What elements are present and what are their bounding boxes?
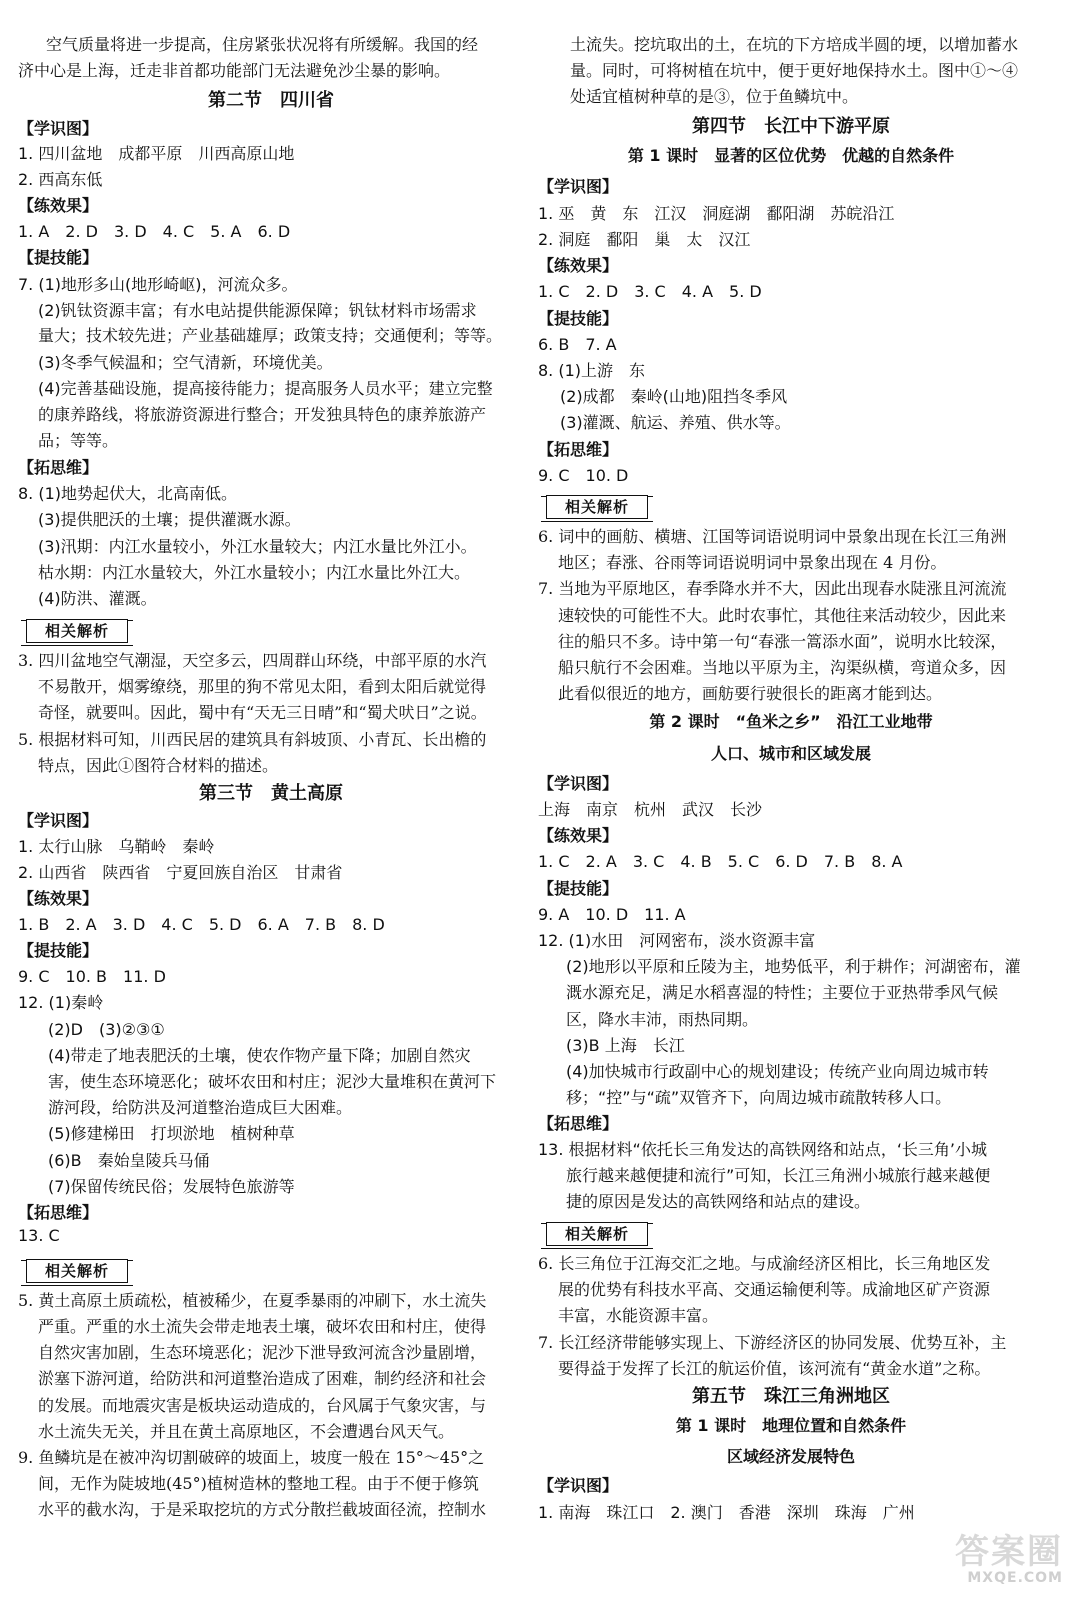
answer-line: (3)B 上海 长江 (566, 1036, 685, 1055)
heading-xueshitu: 【学识图】 (538, 1476, 619, 1495)
analysis-line: 速较快的可能性不大。此时农事忙，其他往来活动较少，因此来 (558, 606, 1007, 625)
section-title: 第二节 四川省 (208, 90, 334, 111)
answer-line: 量大；技术较先进；产业基础雄厚；政策支持；交通便利；等等。 (38, 326, 503, 345)
answer-line: (2)成都 秦岭(山地)阻挡冬季风 (560, 387, 788, 406)
lesson-subtitle: 人口、城市和区域发展 (710, 744, 871, 763)
answer-line: (3)汛期：内江水量较小，外江水量较大；内江水量比外江小。 (38, 537, 477, 556)
heading-tuosiwei: 【拓思维】 (18, 458, 99, 477)
analysis-line: 船只航行不会困难。当地以平原为主，沟渠纵横，弯道众多，因 (558, 658, 1007, 677)
answer-line: (3)冬季气候温和；空气清新，环境优美。 (38, 353, 333, 372)
analysis-label: 相关解析 (26, 619, 128, 643)
answer-line: 害，使生态环境恶化；破坏农田和村庄；泥沙大量堆积在黄河下 (48, 1072, 497, 1091)
analysis-line: 此看似很近的地方，画舫要行驶很长的距离才能到达。 (558, 684, 943, 703)
section-title: 第三节 黄土高原 (199, 783, 343, 804)
lesson-title: 第 2 课时 “鱼米之乡” 沿江工业地带 (649, 712, 933, 731)
answer-line: 移；“控”与“疏”双管齐下，向周边城市疏散转移人口。 (566, 1088, 952, 1107)
answer-line: (4)带走了地表肥沃的土壤，使农作物产量下降；加剧自然灾 (48, 1046, 471, 1065)
analysis-line: 水土流失无关，并且在黄土高原地区，不会遭遇台风天气。 (38, 1422, 455, 1441)
analysis-label: 相关解析 (26, 1259, 128, 1283)
analysis-line: 展的优势有科技水平高、交通运输便利等。成渝地区矿产资源 (558, 1280, 991, 1299)
section-title: 第五节 珠江三角洲地区 (692, 1386, 890, 1407)
answer-line: (4)完善基础设施，提高接待能力；提高服务人员水平；建立完整 (38, 379, 493, 398)
heading-lianxiaoguo: 【练效果】 (538, 826, 619, 845)
analysis-line: 地区；春涨、谷雨等词语说明词中景象出现在 4 月份。 (558, 553, 947, 572)
answer-line: (3)灌溉、航运、养殖、供水等。 (560, 413, 791, 432)
analysis-line: 3. 四川盆地空气潮湿，天空多云，四周群山环绕，中部平原的水汽 (18, 651, 487, 670)
answer-line: 8. (1)地势起伏大，北高南低。 (18, 484, 238, 503)
answer-line: 12. (1)秦岭 (18, 993, 104, 1012)
analysis-line: 7. 长江经济带能够实现上、下游经济区的协同发展、优势互补，主 (538, 1333, 1007, 1352)
answer-line: 8. (1)上游 东 (538, 361, 646, 380)
analysis-line: 奇怪，就要叫。因此，蜀中有“天无三日晴”和“蜀犬吠日”之说。 (38, 703, 487, 722)
answer-line: (2)钒钛资源丰富；有水电站提供能源保障；钒钛材料市场需求 (38, 301, 477, 320)
answer-line: 1. 南海 珠江口 2. 澳门 香港 深圳 珠海 广州 (538, 1503, 915, 1522)
heading-tijineng: 【提技能】 (538, 309, 619, 328)
lesson-title: 第 1 课时 地理位置和自然条件 (675, 1416, 907, 1435)
lesson-subtitle: 区域经济发展特色 (726, 1447, 855, 1466)
analysis-line: 往的船只不多。诗中第一句“春涨一篙添水面”，说明水比较深， (558, 632, 1007, 651)
analysis-line: 自然灾害加剧，生态环境恶化；泥沙下泄导致河流含沙量剧增， (38, 1343, 487, 1362)
answer-line: 1. B 2. A 3. D 4. C 5. D 6. A 7. B 8. D (18, 915, 385, 934)
analysis-line: 5. 黄土高原土质疏松，植被稀少，在夏季暴雨的冲刷下，水土流失 (18, 1291, 487, 1310)
analysis-line: 要得益于发挥了长江的航运价值，该河流有“黄金水道”之称。 (558, 1359, 991, 1378)
answer-line: (4)防洪、灌溉。 (38, 589, 157, 608)
watermark-url: MXQE.COM (967, 1570, 1063, 1586)
heading-lianxiaoguo: 【练效果】 (538, 256, 619, 275)
answer-line: 1. C 2. A 3. C 4. B 5. C 6. D 7. B 8. A (538, 852, 903, 871)
heading-xueshitu: 【学识图】 (18, 811, 99, 830)
analysis-label: 相关解析 (546, 495, 648, 519)
answer-line: (4)加快城市行政副中心的规划建设；传统产业向周边城市转 (566, 1062, 989, 1081)
heading-lianxiaoguo: 【练效果】 (18, 889, 99, 908)
answer-line: (2)D (3)②③① (48, 1020, 165, 1039)
answer-line: 1. 太行山脉 乌鞘岭 秦岭 (18, 837, 215, 856)
answer-line: 枯水期：内江水量较大，外江水量较小；内江水量比外江大。 (38, 563, 471, 582)
heading-tijineng: 【提技能】 (538, 879, 619, 898)
answer-line: 9. C 10. D (538, 466, 629, 485)
text-line: 济中心是上海，迁走非首都功能部门无法避免沙尘暴的影响。 (18, 61, 451, 80)
heading-xueshitu: 【学识图】 (18, 119, 99, 138)
answer-line: 1. 巫 黄 东 江汉 洞庭湖 鄱阳湖 苏皖沿江 (538, 204, 895, 223)
heading-tijineng: 【提技能】 (18, 248, 99, 267)
analysis-line: 土流失。挖坑取出的土，在坑的下方培成半圆的埂，以增加蓄水 (570, 35, 1019, 54)
answer-line: 旅行越来越便捷和流行”可知，长江三角洲小城旅行越来越便 (566, 1166, 991, 1185)
answer-line: 1. 四川盆地 成都平原 川西高原山地 (18, 144, 295, 163)
analysis-line: 的发展。而地震灾害是板块运动造成的，台风属于气象灾害，与 (38, 1396, 487, 1415)
analysis-line: 9. 鱼鳞坑是在被冲沟切割破碎的坡面上，坡度一般在 15°～45°之 (18, 1448, 485, 1467)
answer-line: 游河段，给防洪及河道整治造成巨大困难。 (48, 1098, 353, 1117)
analysis-line: 水平的截水沟，于是采取挖坑的方式分散拦截坡面径流，控制水 (38, 1500, 487, 1519)
analysis-label: 相关解析 (546, 1222, 648, 1246)
answer-line: (3)提供肥沃的土壤；提供灌溉水源。 (38, 510, 301, 529)
analysis-line: 丰富，水能资源丰富。 (558, 1306, 719, 1325)
answer-line: 上海 南京 杭州 武汉 长沙 (538, 800, 763, 819)
analysis-line: 间，无作为陡坡地(45°)植树造林的整地工程。由于不便于修筑 (38, 1474, 479, 1493)
answer-line: 9. C 10. B 11. D (18, 967, 166, 986)
text-line: 空气质量将进一步提高，住房紧张状况将有所缓解。我国的经 (46, 35, 479, 54)
section-title: 第四节 长江中下游平原 (692, 116, 890, 137)
analysis-line: 严重。严重的水土流失会带走地表土壤，破坏农田和村庄，使得 (38, 1317, 487, 1336)
analysis-line: 淤塞下游河道，给防洪和河道整治造成了困难，制约经济和社会 (38, 1369, 487, 1388)
answer-line: 2. 西高东低 (18, 170, 103, 189)
lesson-title: 第 1 课时 显著的区位优势 优越的自然条件 (627, 146, 955, 165)
analysis-line: 7. 当地为平原地区，春季降水并不大，因此出现春水陡涨且河流流 (538, 579, 1007, 598)
answer-line: 溉水源充足，满足水稻喜湿的特性；主要位于亚热带季风气候 (566, 983, 999, 1002)
heading-tuosiwei: 【拓思维】 (538, 1114, 619, 1133)
answer-line: 品；等等。 (38, 431, 119, 450)
analysis-line: 量。同时，可将树植在坑中，便于更好地保持水土。图中①～④ (570, 61, 1019, 80)
answer-line: 2. 洞庭 鄱阳 巢 太 汉江 (538, 230, 751, 249)
answer-line: 6. B 7. A (538, 335, 617, 354)
answer-line: 捷的原因是发达的高铁网络和站点的建设。 (566, 1192, 871, 1211)
analysis-line: 不易散开，烟雾缭绕，那里的狗不常见太阳，看到太阳后就觉得 (38, 677, 487, 696)
answer-line: (5)修建梯田 打坝淤地 植树种草 (48, 1124, 295, 1143)
answer-line: 12. (1)水田 河网密布，淡水资源丰富 (538, 931, 816, 950)
answer-line: 的康养路线，将旅游资源进行整合；开发独具特色的康养旅游产 (38, 405, 487, 424)
answer-line: (2)地形以平原和丘陵为主，地势低平，利于耕作；河湖密布，灌 (566, 957, 1021, 976)
answer-line: 13. C (18, 1226, 60, 1245)
heading-xueshitu: 【学识图】 (538, 774, 619, 793)
heading-tijineng: 【提技能】 (18, 941, 99, 960)
analysis-line: 6. 词中的画舫、横塘、江国等词语说明词中景象出现在长江三角洲 (538, 527, 1007, 546)
answer-line: (7)保留传统民俗；发展特色旅游等 (48, 1177, 295, 1196)
analysis-line: 5. 根据材料可知，川西民居的建筑具有斜坡顶、小青瓦、长出檐的 (18, 730, 487, 749)
answer-line: 1. A 2. D 3. D 4. C 5. A 6. D (18, 222, 291, 241)
heading-lianxiaoguo: 【练效果】 (18, 196, 99, 215)
answer-line: (6)B 秦始皇陵兵马俑 (48, 1151, 210, 1170)
answer-line: 2. 山西省 陕西省 宁夏回族自治区 甘肃省 (18, 863, 343, 882)
answer-line: 9. A 10. D 11. A (538, 905, 686, 924)
analysis-line: 特点，因此①图符合材料的描述。 (38, 756, 279, 775)
answer-line: 区，降水丰沛，雨热同期。 (566, 1010, 759, 1029)
heading-tuosiwei: 【拓思维】 (18, 1203, 99, 1222)
watermark-logo (923, 1534, 1063, 1594)
watermark-text: 答案圈 (955, 1532, 1063, 1572)
analysis-line: 处适宜植树种草的是③，位于鱼鳞坑中。 (570, 87, 859, 106)
heading-tuosiwei: 【拓思维】 (538, 440, 619, 459)
answer-line: 7. (1)地形多山(地形崎岖)，河流众多。 (18, 275, 298, 294)
heading-xueshitu: 【学识图】 (538, 177, 619, 196)
answer-line: 1. C 2. D 3. C 4. A 5. D (538, 282, 762, 301)
answer-line: 13. 根据材料“依托长三角发达的高铁网络和站点，‘长三角’小城 (538, 1140, 987, 1159)
analysis-line: 6. 长三角位于江海交汇之地。与成渝经济区相比，长三角地区发 (538, 1254, 991, 1273)
